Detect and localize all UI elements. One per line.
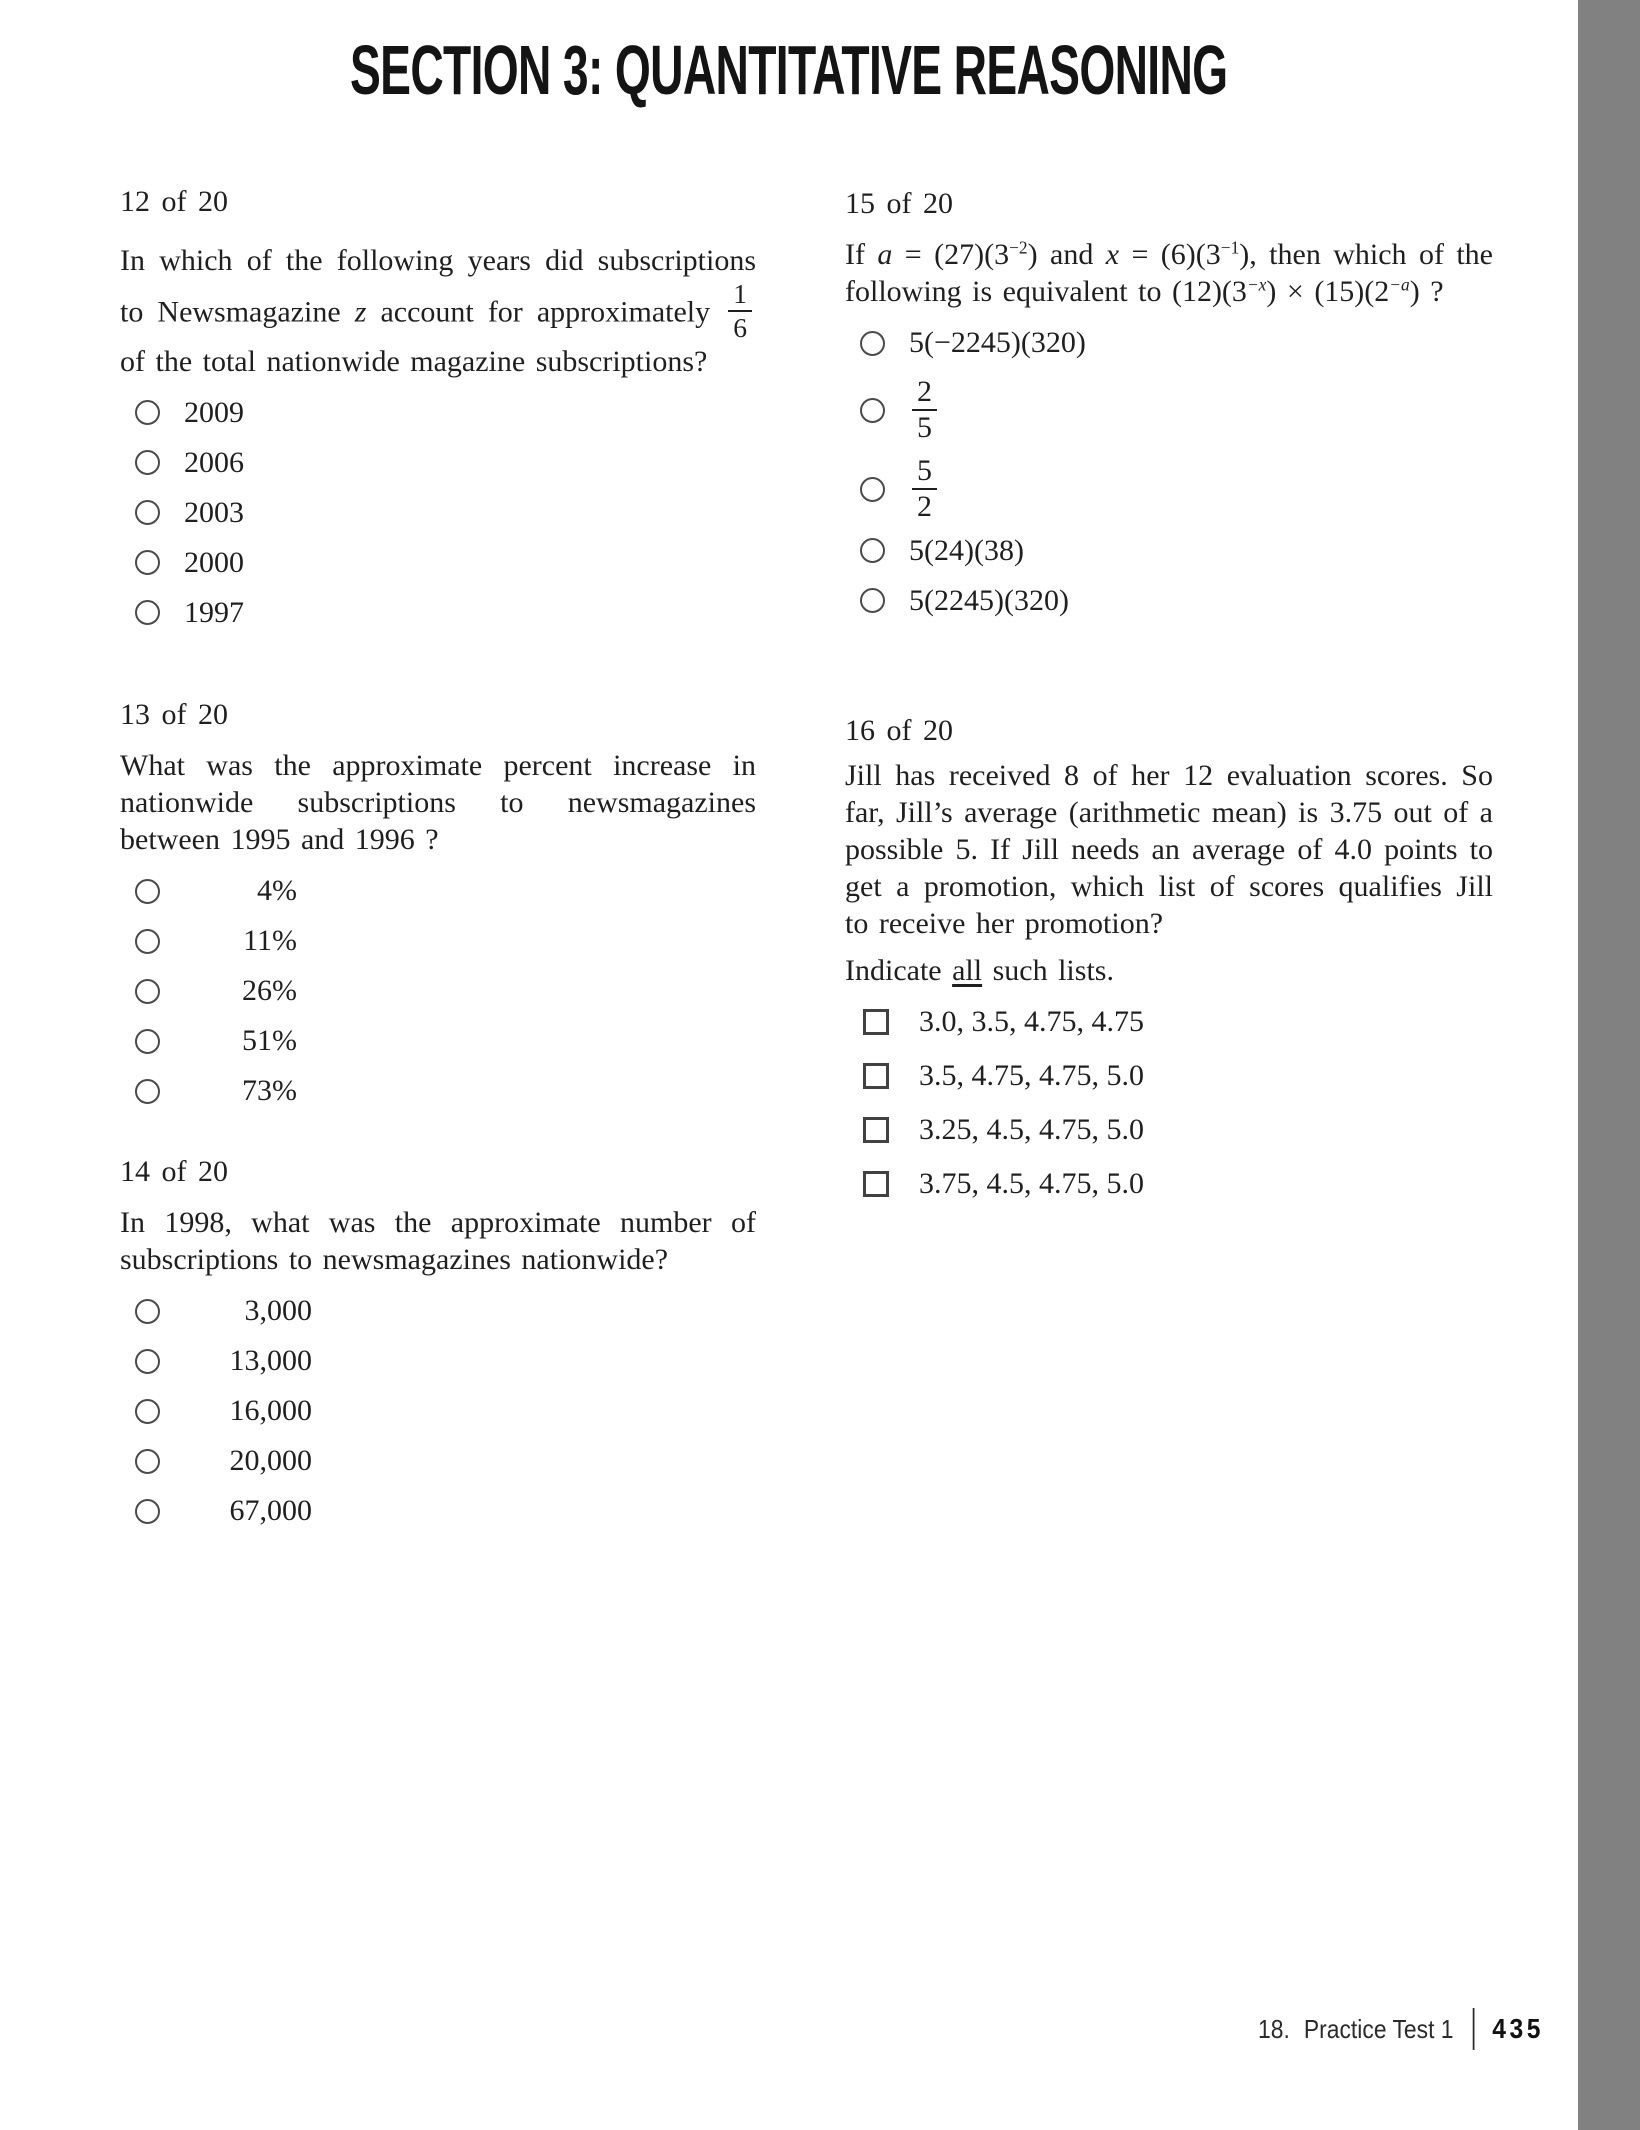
answer-option[interactable]: [135, 1024, 756, 1058]
answer-option-label: 2003: [184, 495, 244, 529]
radio-button-icon[interactable]: [135, 1029, 160, 1054]
question-text: Jill has received 8 of her 12 evaluation scores. So far, Jill’s average (arithmetic mean) is 3.75 out of a possible 5. If Jill needs an average of 4.0 points to get a promotion, which list of scores qualifies Jill to receive her promotion?: [845, 759, 1493, 940]
answer-option[interactable]: [135, 974, 756, 1008]
radio-button-icon[interactable]: [135, 450, 160, 475]
radio-button-icon[interactable]: [135, 1449, 160, 1474]
answer-option-label: 20,000: [229, 1444, 312, 1477]
answer-option[interactable]: [863, 1167, 1493, 1201]
question-14: [120, 1153, 756, 1544]
answer-option[interactable]: [860, 534, 1493, 568]
radio-button-icon[interactable]: [135, 1299, 160, 1324]
question-text: In which of the following years did subscriptions to Newsmagazine z account for approximately $\frac{1}{6}$ of the total nationwide magazine subscriptions?: [120, 244, 756, 378]
checkbox-icon[interactable]: [863, 1009, 889, 1035]
answer-option-label: 16,000: [229, 1394, 312, 1427]
answer-option-label: 2006: [184, 445, 244, 479]
radio-button-icon[interactable]: [135, 979, 160, 1004]
answer-option[interactable]: [135, 1294, 756, 1328]
answer-option[interactable]: [135, 396, 756, 430]
question-16: [845, 712, 1493, 1221]
answer-option[interactable]: [860, 326, 1493, 360]
answer-option[interactable]: [135, 546, 756, 580]
answer-option-label: 3.5, 4.75, 4.75, 5.0: [919, 1059, 1144, 1092]
answer-option-label: 5(24)(38): [909, 533, 1024, 567]
answer-options: [845, 1005, 1493, 1201]
radio-button-icon[interactable]: [860, 331, 885, 356]
radio-button-icon[interactable]: [135, 929, 160, 954]
answer-option-label: 11%: [243, 924, 297, 957]
radio-button-icon[interactable]: [135, 1079, 160, 1104]
answer-option-label: 51%: [242, 1024, 297, 1057]
answer-option[interactable]: [863, 1113, 1493, 1147]
footer-chapter-title: Practice Test 1: [1303, 2013, 1454, 2044]
question-text: If $a = (27)(3^{-2})$ and $x = (6)(3^{-1})$, then which of the following is equivalent to $(12)(3^{-x}) \times (15)(2^{-a})$ ?: [845, 237, 1493, 308]
answer-options: [120, 396, 756, 630]
radio-button-icon[interactable]: [135, 500, 160, 525]
question-progress: 13 of 20: [120, 698, 228, 731]
answer-option[interactable]: [860, 376, 1493, 445]
radio-button-icon[interactable]: [135, 400, 160, 425]
answer-option-label: 2009: [184, 395, 244, 429]
question-13: [120, 696, 756, 1124]
answer-option[interactable]: [135, 446, 756, 480]
answer-option-label: 73%: [242, 1074, 297, 1107]
answer-option[interactable]: [863, 1059, 1493, 1093]
answer-option[interactable]: [135, 496, 756, 530]
answer-option[interactable]: [135, 874, 756, 908]
answer-option-label: 13,000: [229, 1344, 312, 1377]
answer-option-label: $\frac{5}{2}$: [909, 455, 940, 524]
radio-button-icon[interactable]: [860, 398, 885, 423]
answer-option[interactable]: [860, 455, 1493, 524]
indicate-instruction: Indicate all such lists.: [845, 954, 1114, 987]
answer-option-label: 2000: [184, 545, 244, 579]
radio-button-icon[interactable]: [135, 879, 160, 904]
answer-option-label: 4%: [257, 874, 297, 907]
answer-option-label: 26%: [242, 974, 297, 1007]
footer-chapter-number: 18.: [1258, 2013, 1290, 2044]
answer-option[interactable]: [860, 584, 1493, 618]
radio-button-icon[interactable]: [860, 588, 885, 613]
answer-option[interactable]: [135, 1074, 756, 1108]
question-text: What was the approximate percent increase in nationwide subscriptions to newsmagazines between 1995 and 1996 ?: [120, 749, 756, 856]
answer-option[interactable]: [863, 1005, 1493, 1039]
radio-button-icon[interactable]: [135, 600, 160, 625]
radio-button-icon[interactable]: [135, 550, 160, 575]
question-progress: 12 of 20: [120, 185, 228, 218]
checkbox-icon[interactable]: [863, 1063, 889, 1089]
answer-option-label: 3,000: [244, 1294, 312, 1327]
answer-option[interactable]: [135, 1494, 756, 1528]
question-12: [120, 183, 756, 646]
answer-options: [845, 326, 1493, 618]
answer-option-label: 3.25, 4.5, 4.75, 5.0: [919, 1113, 1144, 1146]
section-title: SECTION 3: QUANTITATIVE REASONING: [350, 31, 1228, 109]
radio-button-icon[interactable]: [135, 1499, 160, 1524]
answer-options: [120, 1294, 756, 1528]
answer-option[interactable]: [135, 596, 756, 630]
radio-button-icon[interactable]: [860, 538, 885, 563]
footer-divider: [1473, 2008, 1475, 2050]
footer-page-number: 435: [1492, 2013, 1544, 2044]
section-header: [0, 30, 1578, 110]
question-progress: 16 of 20: [845, 714, 953, 747]
answer-option-label: $\frac{2}{5}$: [909, 376, 940, 445]
checkbox-icon[interactable]: [863, 1117, 889, 1143]
answer-option[interactable]: [135, 1444, 756, 1478]
answer-option[interactable]: [135, 1394, 756, 1428]
answer-option-label: 5(2245)(320): [909, 583, 1069, 617]
question-text: In 1998, what was the approximate number of subscriptions to newsmagazines nationwide?: [120, 1206, 756, 1276]
radio-button-icon[interactable]: [135, 1349, 160, 1374]
page-footer: [1258, 2008, 1544, 2050]
answer-option[interactable]: [135, 924, 756, 958]
radio-button-icon[interactable]: [135, 1399, 160, 1424]
answer-option-label: 3.75, 4.5, 4.75, 5.0: [919, 1167, 1144, 1200]
answer-option-label: 67,000: [229, 1494, 312, 1527]
question-progress: 14 of 20: [120, 1155, 228, 1188]
radio-button-icon[interactable]: [860, 477, 885, 502]
answer-option-label: 1997: [184, 595, 244, 629]
answer-option-label: 5(−2245)(320): [909, 326, 1086, 359]
question-15: [845, 185, 1493, 634]
checkbox-icon[interactable]: [863, 1171, 889, 1197]
question-progress: 15 of 20: [845, 187, 953, 220]
answer-options: [120, 874, 756, 1108]
answer-option-label: 3.0, 3.5, 4.75, 4.75: [919, 1005, 1144, 1038]
answer-option[interactable]: [135, 1344, 756, 1378]
page-edge-bar: [1578, 0, 1640, 2130]
